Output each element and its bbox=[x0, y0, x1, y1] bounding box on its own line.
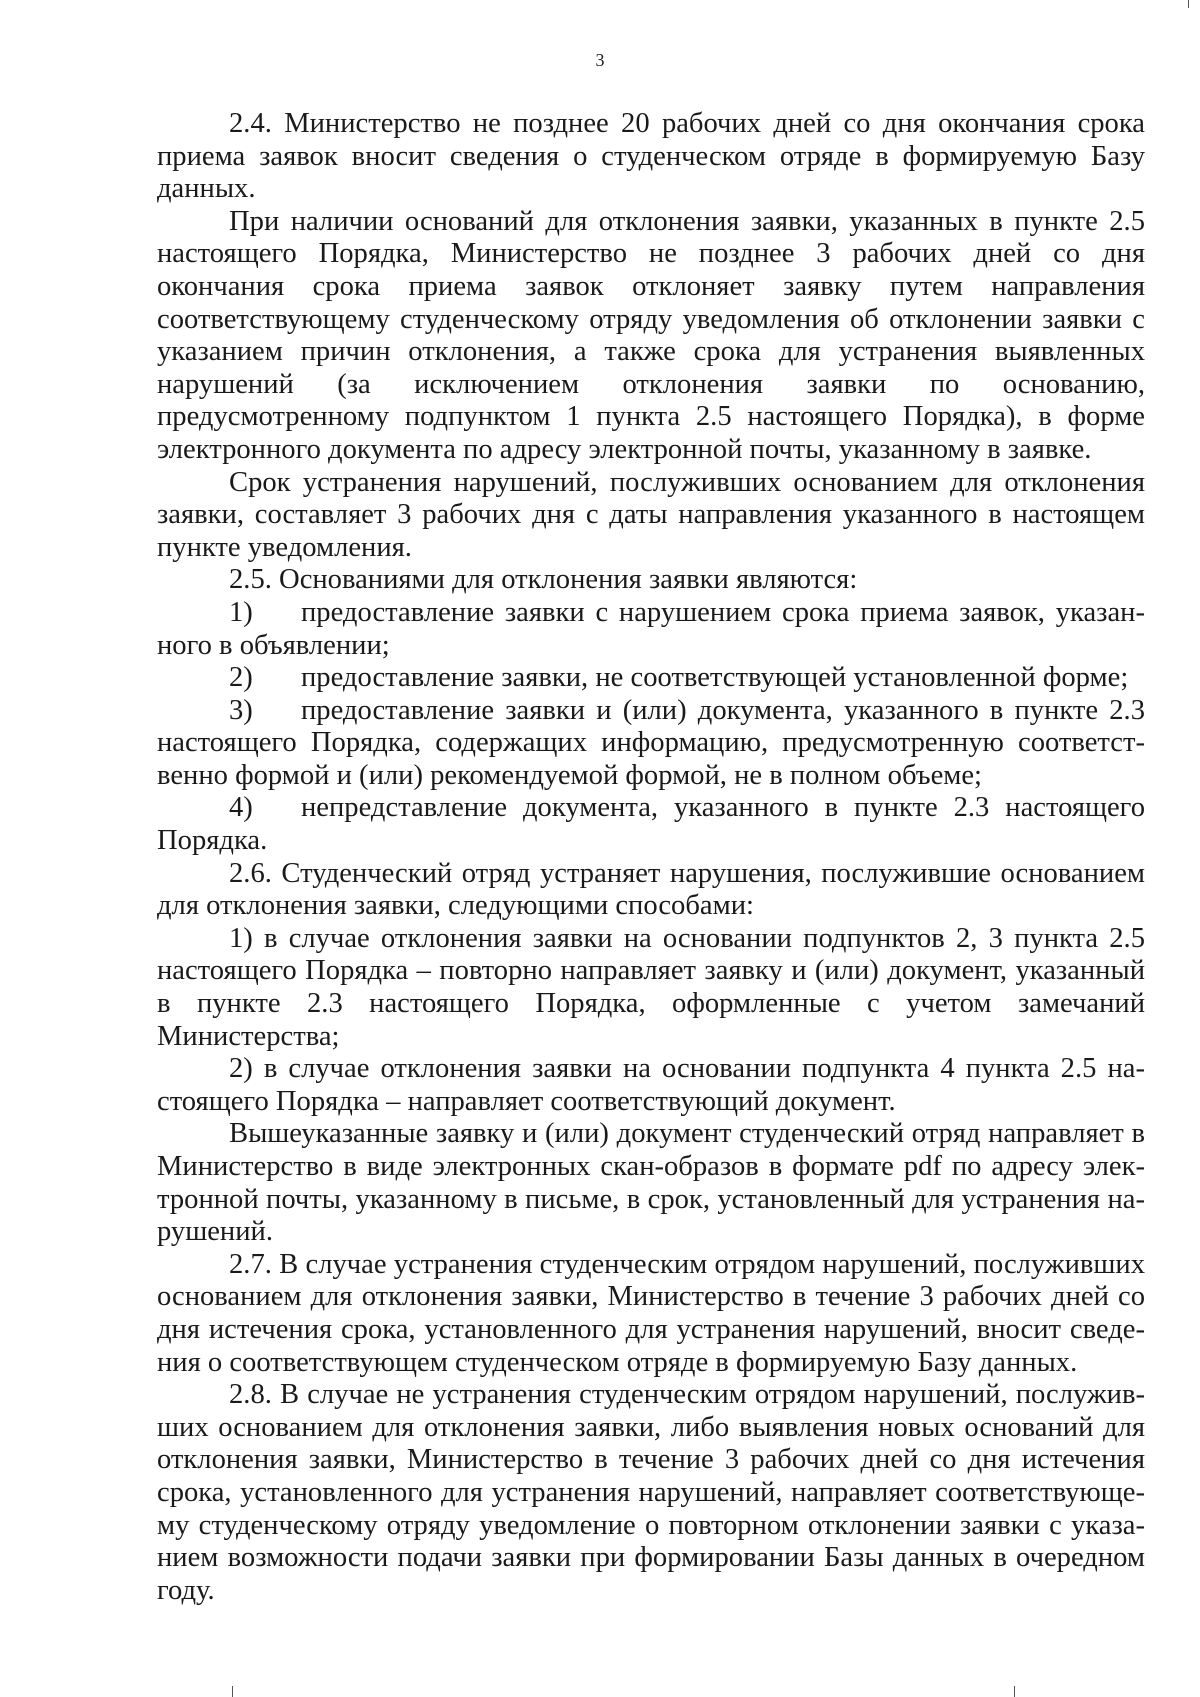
paragraph: 2.7. В случае устранения студенческим отрядом нарушений, послуживших основанием для отклонения заявки, Министерство в течение 3 рабочих дней со дня истечения срока, установленного для устранения нарушений, вносит сведения о соответствующем студенческом отряде в формируемую Базу данных. bbox=[157, 1248, 1145, 1378]
document-body bbox=[157, 108, 1145, 1607]
list-item bbox=[157, 662, 1145, 695]
paragraph: 1) в случае отклонения заявки на основании подпунктов 2, 3 пункта 2.5 настоящего Порядка – повторно направляет заявку и (или) документ, указанный в пункте 2.3 настоящего Порядка, оформленные с учетом замечаний Министерства; bbox=[157, 922, 1145, 1052]
list-item bbox=[157, 695, 1145, 793]
paragraph: 2.5. Основаниями для отклонения заявки являются: bbox=[229, 564, 858, 596]
scan-mark bbox=[1014, 1686, 1015, 1697]
list-item-number: 2) bbox=[229, 662, 253, 694]
list-item-number: 3) bbox=[229, 694, 253, 726]
list-item bbox=[157, 597, 1145, 662]
paragraph: При наличии оснований для отклонения заявки, указанных в пункте 2.5 настоящего Порядка, Министерство не позднее 3 рабочих дней со дня окончания срока приема заявок отклоняет заявку путем направления соответствующему студенческому отряду уведомления об отклонении заявки с указанием причин отклонения, а также срока для устранения выявленных нарушений (за исключением отклонения заявки по основанию, предусмотренному подпунктом 1 пункта 2.5 настоящего Порядка), в форме электронного документа по адресу электронной почты, указанному в заявке. bbox=[157, 205, 1145, 465]
paragraph: 2.6. Студенческий отряд устраняет нарушения, послужившие основанием для отклонения заявки, следующими способами: bbox=[157, 857, 1145, 922]
paragraph: Вышеуказанные заявку и (или) документ студенческий отряд направляет в Министерство в виде электронных скан-образов в формате pdf по адресу электронной почты, указанному в письме, в срок, установленный для устранения нарушений. bbox=[157, 1118, 1145, 1248]
paragraph: 2) в случае отклонения заявки на основании подпункта 4 пункта 2.5 настоящего Порядка – направляет соответствующий документ. bbox=[157, 1053, 1145, 1117]
paragraph: 2.8. В случае не устранения студенческим отрядом нарушений, послуживших основанием для отклонения заявки, либо выявления новых оснований для отклонения заявки, Министерство в течение 3 рабочих дней со дня истечения срока, установленного для устранения нарушений, направляет соответствующему студенческому отряду уведомление о повторном отклонении заявки с указанием возможности подачи заявки при формировании Базы данных в очередном году. bbox=[157, 1379, 1145, 1606]
list-item-text: предоставление заявки, не соответствующей установленной форме; bbox=[301, 662, 1129, 694]
page-number: 3 bbox=[595, 50, 605, 70]
list-item-text: предоставление заявки и (или) документа, указанного в пункте 2.3 настоящего Порядка, содержащих информацию, предусмотренную соответственно формой и (или) рекомендуемой формой, не в полном объеме; bbox=[157, 694, 1145, 791]
list-item-number: 1) bbox=[229, 596, 253, 628]
list-item-text: непредставление документа, указанного в пункте 2.3 настоящего Порядка. bbox=[157, 792, 1145, 857]
scan-mark bbox=[1188, 0, 1189, 8]
paragraph: 2.4. Министерство не позднее 20 рабочих дней со дня окончания срока приема заявок вносит сведения о студенческом отряде в формируемую Базу данных. bbox=[157, 108, 1145, 205]
list-item-text: предоставление заявки с нарушением срока приема заявок, указанного в объявлении; bbox=[157, 596, 1145, 661]
scan-mark bbox=[232, 1686, 233, 1697]
list-item bbox=[157, 792, 1145, 857]
paragraph: Срок устранения нарушений, послуживших основанием для отклонения заявки, составляет 3 рабочих дня с даты направления указанного в настоящем пункте уведомления. bbox=[157, 466, 1145, 563]
list-item-number: 4) bbox=[229, 792, 253, 824]
